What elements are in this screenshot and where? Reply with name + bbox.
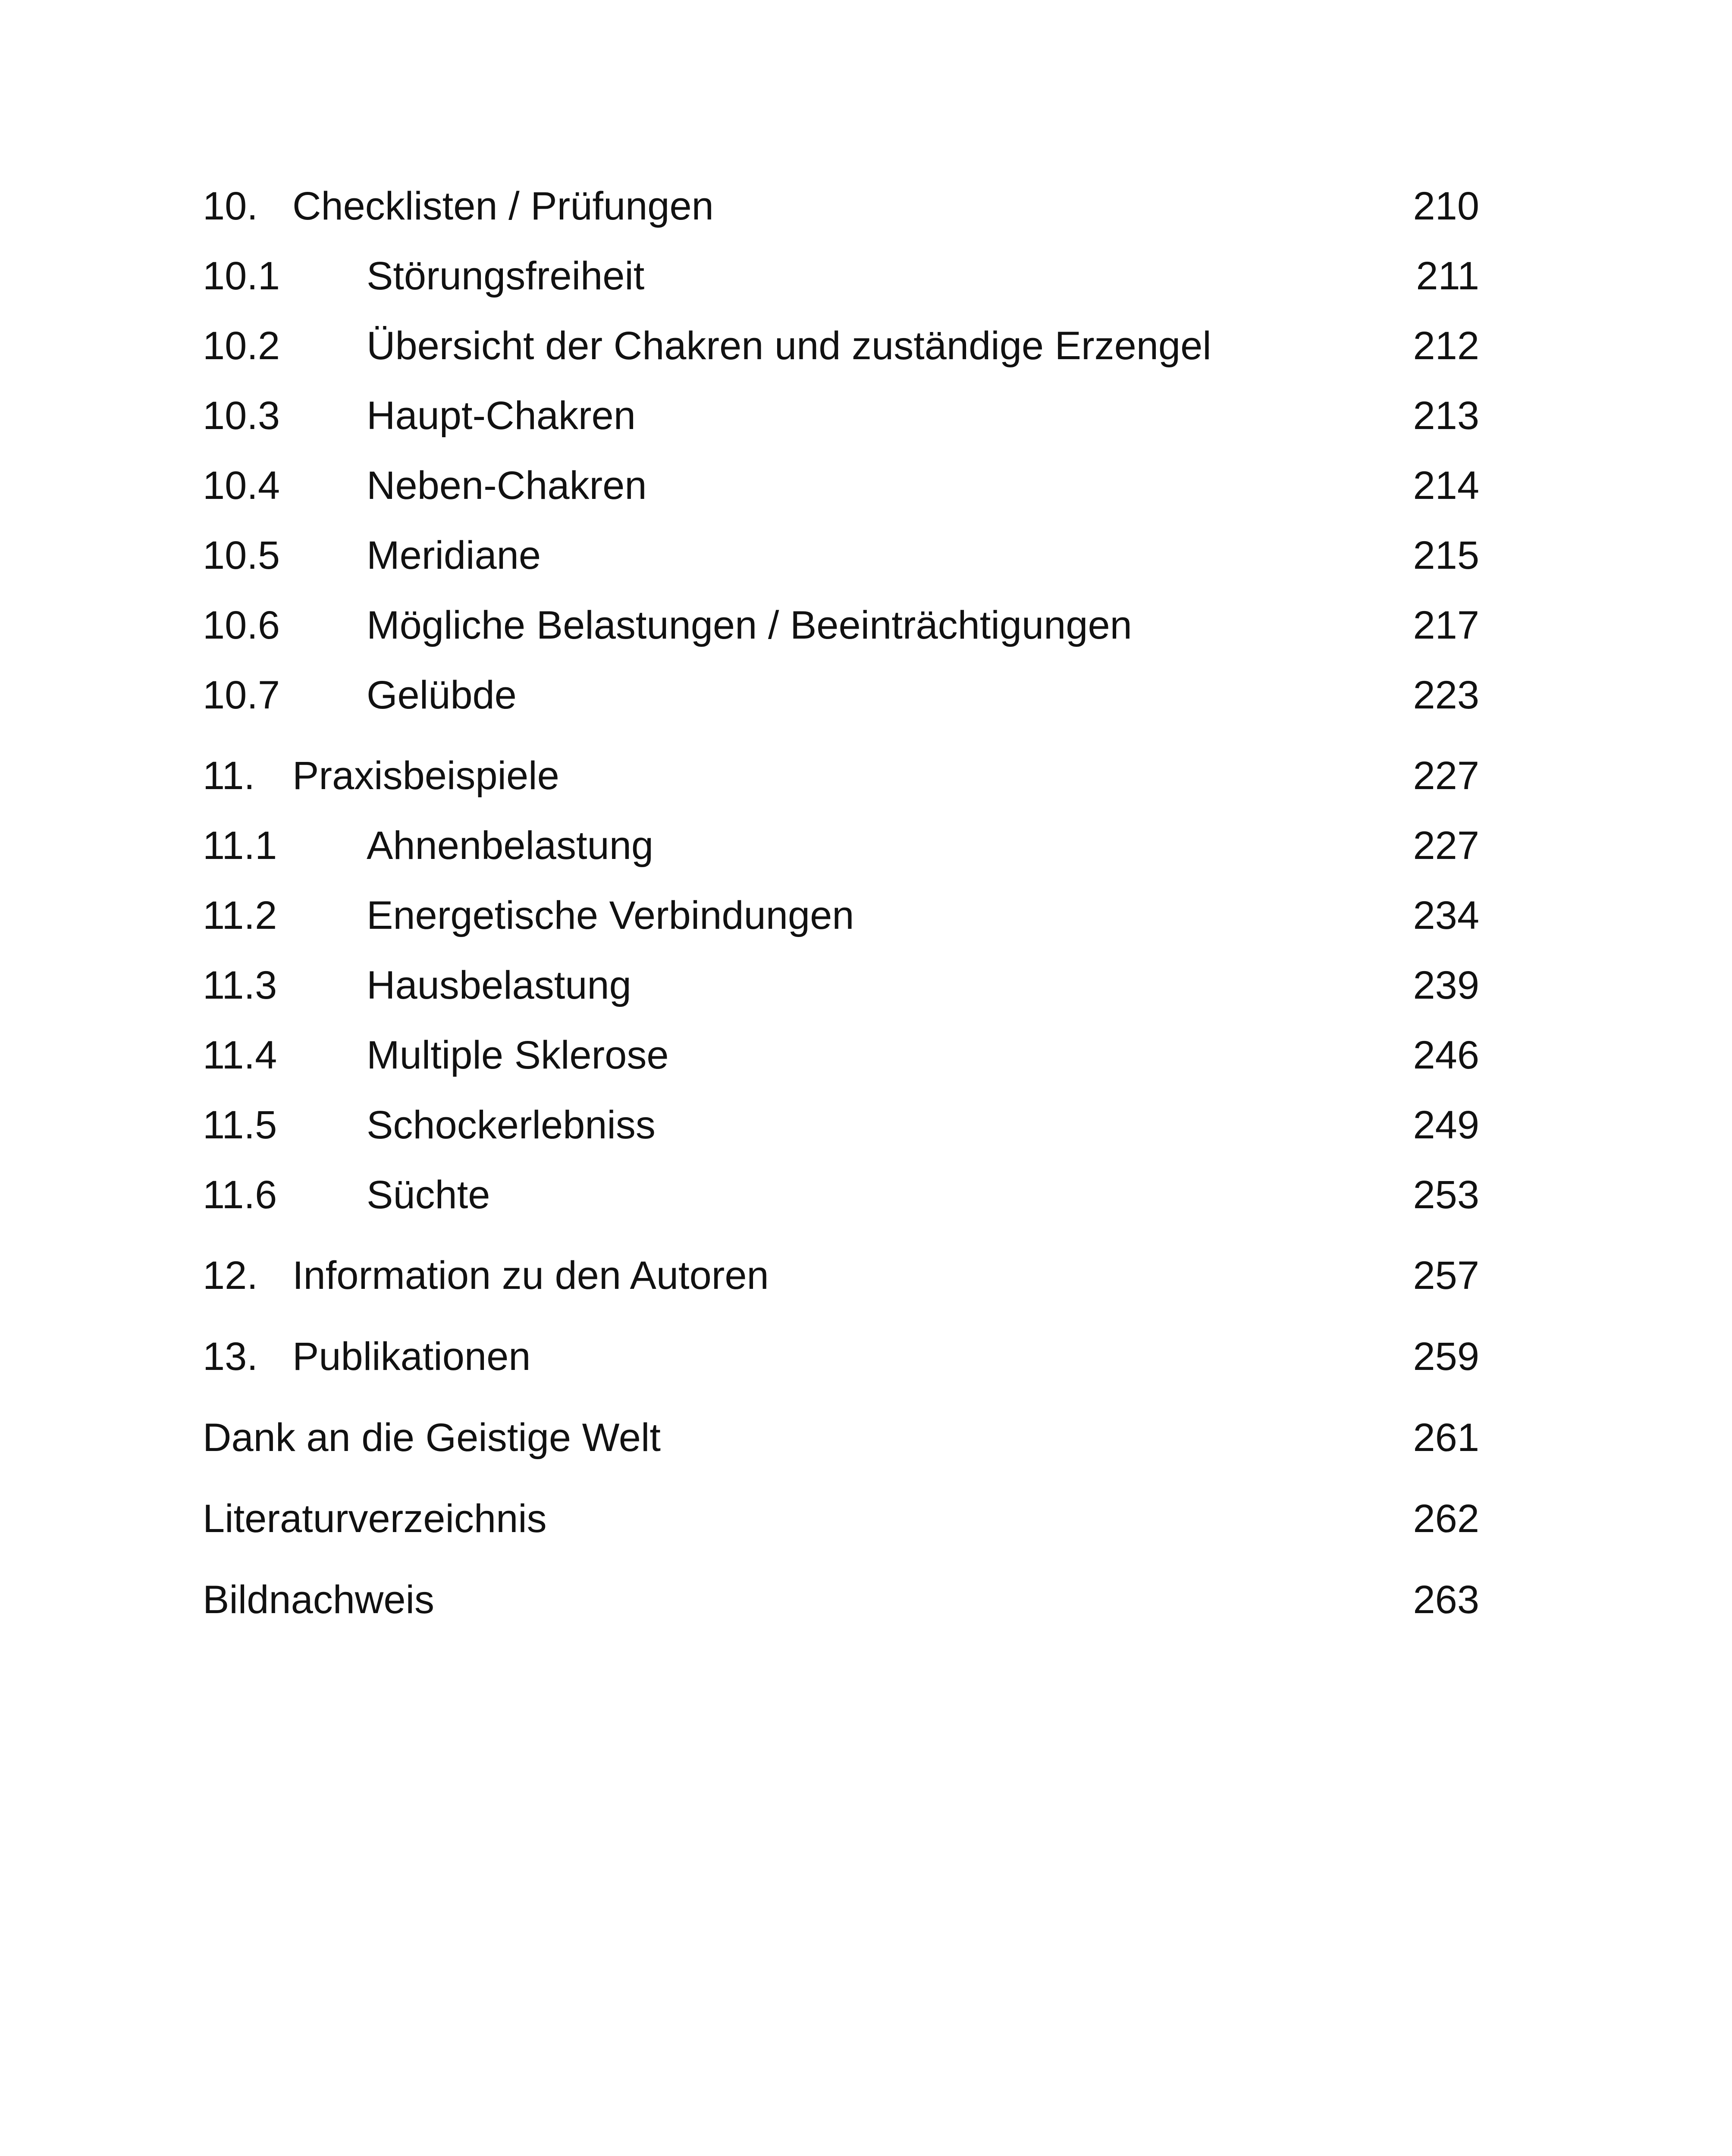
toc-title: Meridiane <box>367 533 541 577</box>
toc-entry-10-7 <box>203 669 1479 721</box>
toc-title: Störungsfreiheit <box>367 254 645 298</box>
toc-page-number: 213 <box>1413 394 1479 438</box>
toc-page-number: 249 <box>1413 1103 1479 1147</box>
toc-title: Publikationen <box>292 1335 531 1379</box>
toc-number: 10.7 <box>203 673 280 717</box>
toc-title: Übersicht der Chakren und zuständige Erzengel <box>367 324 1211 368</box>
toc-page-number: 234 <box>1413 893 1479 937</box>
toc-title: Haupt-Chakren <box>367 394 636 438</box>
toc-page-number: 210 <box>1413 184 1479 228</box>
toc-entry-12 <box>203 1250 1479 1301</box>
toc-title: Ahnenbelastung <box>367 824 654 868</box>
toc-entry-10-5 <box>203 530 1479 581</box>
toc-number: 11.6 <box>203 1173 277 1217</box>
toc-page-number: 215 <box>1413 533 1479 577</box>
toc-number: 11.4 <box>203 1033 277 1077</box>
toc-title: Schockerlebniss <box>367 1103 656 1147</box>
toc-number: 10.2 <box>203 324 280 368</box>
toc-page-number: 246 <box>1413 1033 1479 1077</box>
toc-page-number: 253 <box>1413 1173 1479 1217</box>
toc-page-number: 261 <box>1413 1416 1479 1460</box>
toc-title: Energetische Verbindungen <box>367 893 854 937</box>
toc-entry-11-4 <box>203 1029 1479 1081</box>
toc-entry-10 <box>203 180 1479 232</box>
toc-page-number: 212 <box>1413 324 1479 368</box>
toc-number: 10.6 <box>203 603 280 647</box>
toc-page-number: 214 <box>1413 464 1479 508</box>
toc-entry-10-2 <box>203 320 1479 372</box>
toc-number: 10.3 <box>203 394 280 438</box>
toc-page-number: 223 <box>1413 673 1479 717</box>
toc-number: 10.1 <box>203 254 280 298</box>
toc-entry-11-3 <box>203 959 1479 1011</box>
toc-entry-10-3 <box>203 390 1479 442</box>
toc-number: 11. <box>203 754 255 798</box>
toc-entry-bildnachweis <box>203 1574 1479 1626</box>
toc-title: Dank an die Geistige Welt <box>203 1416 661 1460</box>
toc-page-number: 211 <box>1416 254 1479 298</box>
toc-title: Bildnachweis <box>203 1578 434 1622</box>
toc-entry-13 <box>203 1331 1479 1382</box>
toc-page-number: 262 <box>1413 1497 1479 1541</box>
toc-title: Checklisten / Prüfungen <box>292 184 714 228</box>
toc-page-number: 259 <box>1413 1335 1479 1379</box>
toc-title: Gelübde <box>367 673 517 717</box>
toc-entry-11-5 <box>203 1099 1479 1151</box>
toc-page-number: 239 <box>1413 963 1479 1007</box>
toc-number: 10. <box>203 184 258 228</box>
toc-entry-dank <box>203 1412 1479 1463</box>
toc-number: 12. <box>203 1253 258 1297</box>
toc-page-number: 227 <box>1413 754 1479 798</box>
toc-title: Neben-Chakren <box>367 464 647 508</box>
toc-number: 13. <box>203 1335 258 1379</box>
toc-number: 10.4 <box>203 464 280 508</box>
toc-entry-10-1 <box>203 250 1479 302</box>
toc-number: 11.5 <box>203 1103 277 1147</box>
toc-entry-11-1 <box>203 820 1479 871</box>
toc-title: Mögliche Belastungen / Beeinträchtigungen <box>367 603 1132 647</box>
toc-entry-11-6 <box>203 1169 1479 1221</box>
toc-page-number: 257 <box>1413 1253 1479 1297</box>
toc-page-number: 217 <box>1413 603 1479 647</box>
toc-page-number: 227 <box>1413 824 1479 868</box>
toc-number: 11.1 <box>203 824 277 868</box>
toc-number: 11.3 <box>203 963 277 1007</box>
toc-entry-10-4 <box>203 460 1479 511</box>
toc-entry-11 <box>203 750 1479 802</box>
toc-number: 11.2 <box>203 893 277 937</box>
toc-page-number: 263 <box>1413 1578 1479 1622</box>
toc-title: Hausbelastung <box>367 963 631 1007</box>
toc-entry-11-2 <box>203 890 1479 941</box>
toc-title: Information zu den Autoren <box>292 1253 769 1297</box>
toc-title: Multiple Sklerose <box>367 1033 669 1077</box>
toc-entry-10-6 <box>203 599 1479 651</box>
toc-title: Praxisbeispiele <box>292 754 559 798</box>
toc-number: 10.5 <box>203 533 280 577</box>
toc-title: Süchte <box>367 1173 490 1217</box>
toc-entry-literatur <box>203 1493 1479 1545</box>
toc-title: Literaturverzeichnis <box>203 1497 547 1541</box>
